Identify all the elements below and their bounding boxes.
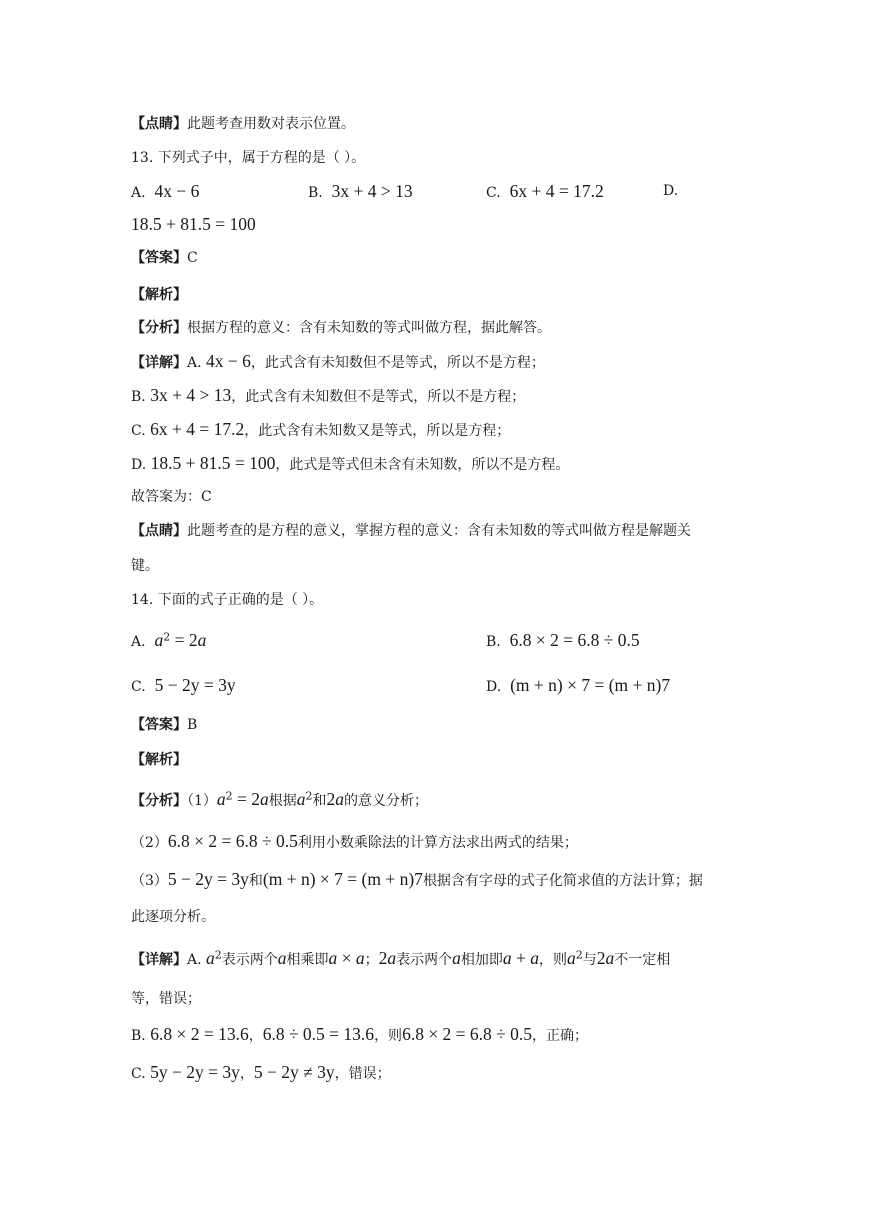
q14-detail-c: C. 5y − 2y = 3y，5 − 2y ≠ 3y，错误； — [131, 1062, 391, 1082]
pointing-note: 【点睛】此题考查用数对表示位置。 — [131, 116, 355, 132]
q14-option-b: B. 6.8 × 2 = 6.8 ÷ 0.5 — [486, 630, 640, 650]
q14-option-c: C. 5 − 2y = 3y — [131, 675, 236, 695]
q14-analysis-heading: 【解析】 — [131, 752, 187, 768]
q14-fenxi-1: 【分析】$(1)a^2 = 2a$根据$a^2$和2a的意义分析； — [131, 789, 429, 809]
question-14-stem: 14. 下面的式子正确的是（ ）。 — [131, 592, 324, 608]
q14-fenxi-3: （3）5 − 2y = 3y和(m + n) × 7 = (m + n)7根据含有字母的式子化简求值的方法计算；据 — [131, 869, 703, 889]
q14-detail-a-line2: 等，错误； — [131, 991, 201, 1007]
q14-fenxi-3-line2: 此逐项分析。 — [131, 909, 215, 925]
q13-detail-d: D. 18.5 + 81.5 = 100，此式是等式但未含有未知数，所以不是方程。 — [131, 453, 570, 473]
q14-answer: 【答案】B — [131, 717, 198, 733]
q13-option-c: C. 6x + 4 = 17.2 — [486, 181, 604, 201]
q14-option-a: A. $a^2 = 2a$ — [131, 630, 207, 650]
q13-answer: 【答案】C — [131, 250, 198, 266]
q13-pointing-line1: 【点睛】此题考查的是方程的意义，掌握方程的意义：含有未知数的等式叫做方程是解题关 — [131, 523, 691, 539]
q13-option-b: B. 3x + 4 > 13 — [308, 181, 413, 201]
q14-detail-b: B. 6.8 × 2 = 13.6，6.8 ÷ 0.5 = 13.6，则6.8 × 2 = 6.8 ÷ 0.5，正确； — [131, 1024, 589, 1044]
q13-analysis-heading: 【解析】 — [131, 287, 187, 303]
q13-detail-b: B. 3x + 4 > 13，此式含有未知数但不是等式，所以不是方程； — [131, 385, 526, 405]
q13-option-d-label: D. — [663, 183, 679, 199]
q14-detail-a: 【详解】A. $a^2$表示两个a相乘即a × a；2a表示两个a相加即a + a，则$a^2$与2a不一定相 — [131, 948, 671, 968]
q13-pointing-line2: 键。 — [131, 558, 159, 574]
q14-option-d: D. (m + n) × 7 = (m + n)7 — [486, 675, 671, 695]
q13-option-a: A. 4x − 6 — [131, 181, 200, 201]
q13-option-d-expr: 18.5 + 81.5 = 100 — [131, 214, 256, 234]
q14-fenxi-2: （2）6.8 × 2 = 6.8 ÷ 0.5利用小数乘除法的计算方法求出两式的结果； — [131, 831, 578, 851]
question-13-stem: 13. 下列式子中，属于方程的是（ ）。 — [131, 150, 366, 166]
q13-final-answer: 故答案为：C — [131, 489, 212, 505]
q13-fenxi: 【分析】根据方程的意义：含有未知数的等式叫做方程，据此解答。 — [131, 320, 551, 336]
q13-detail-a: 【详解】A. 4x − 6，此式含有未知数但不是等式，所以不是方程； — [131, 351, 545, 371]
q13-detail-c: C. 6x + 4 = 17.2，此式含有未知数又是等式，所以是方程； — [131, 419, 511, 439]
